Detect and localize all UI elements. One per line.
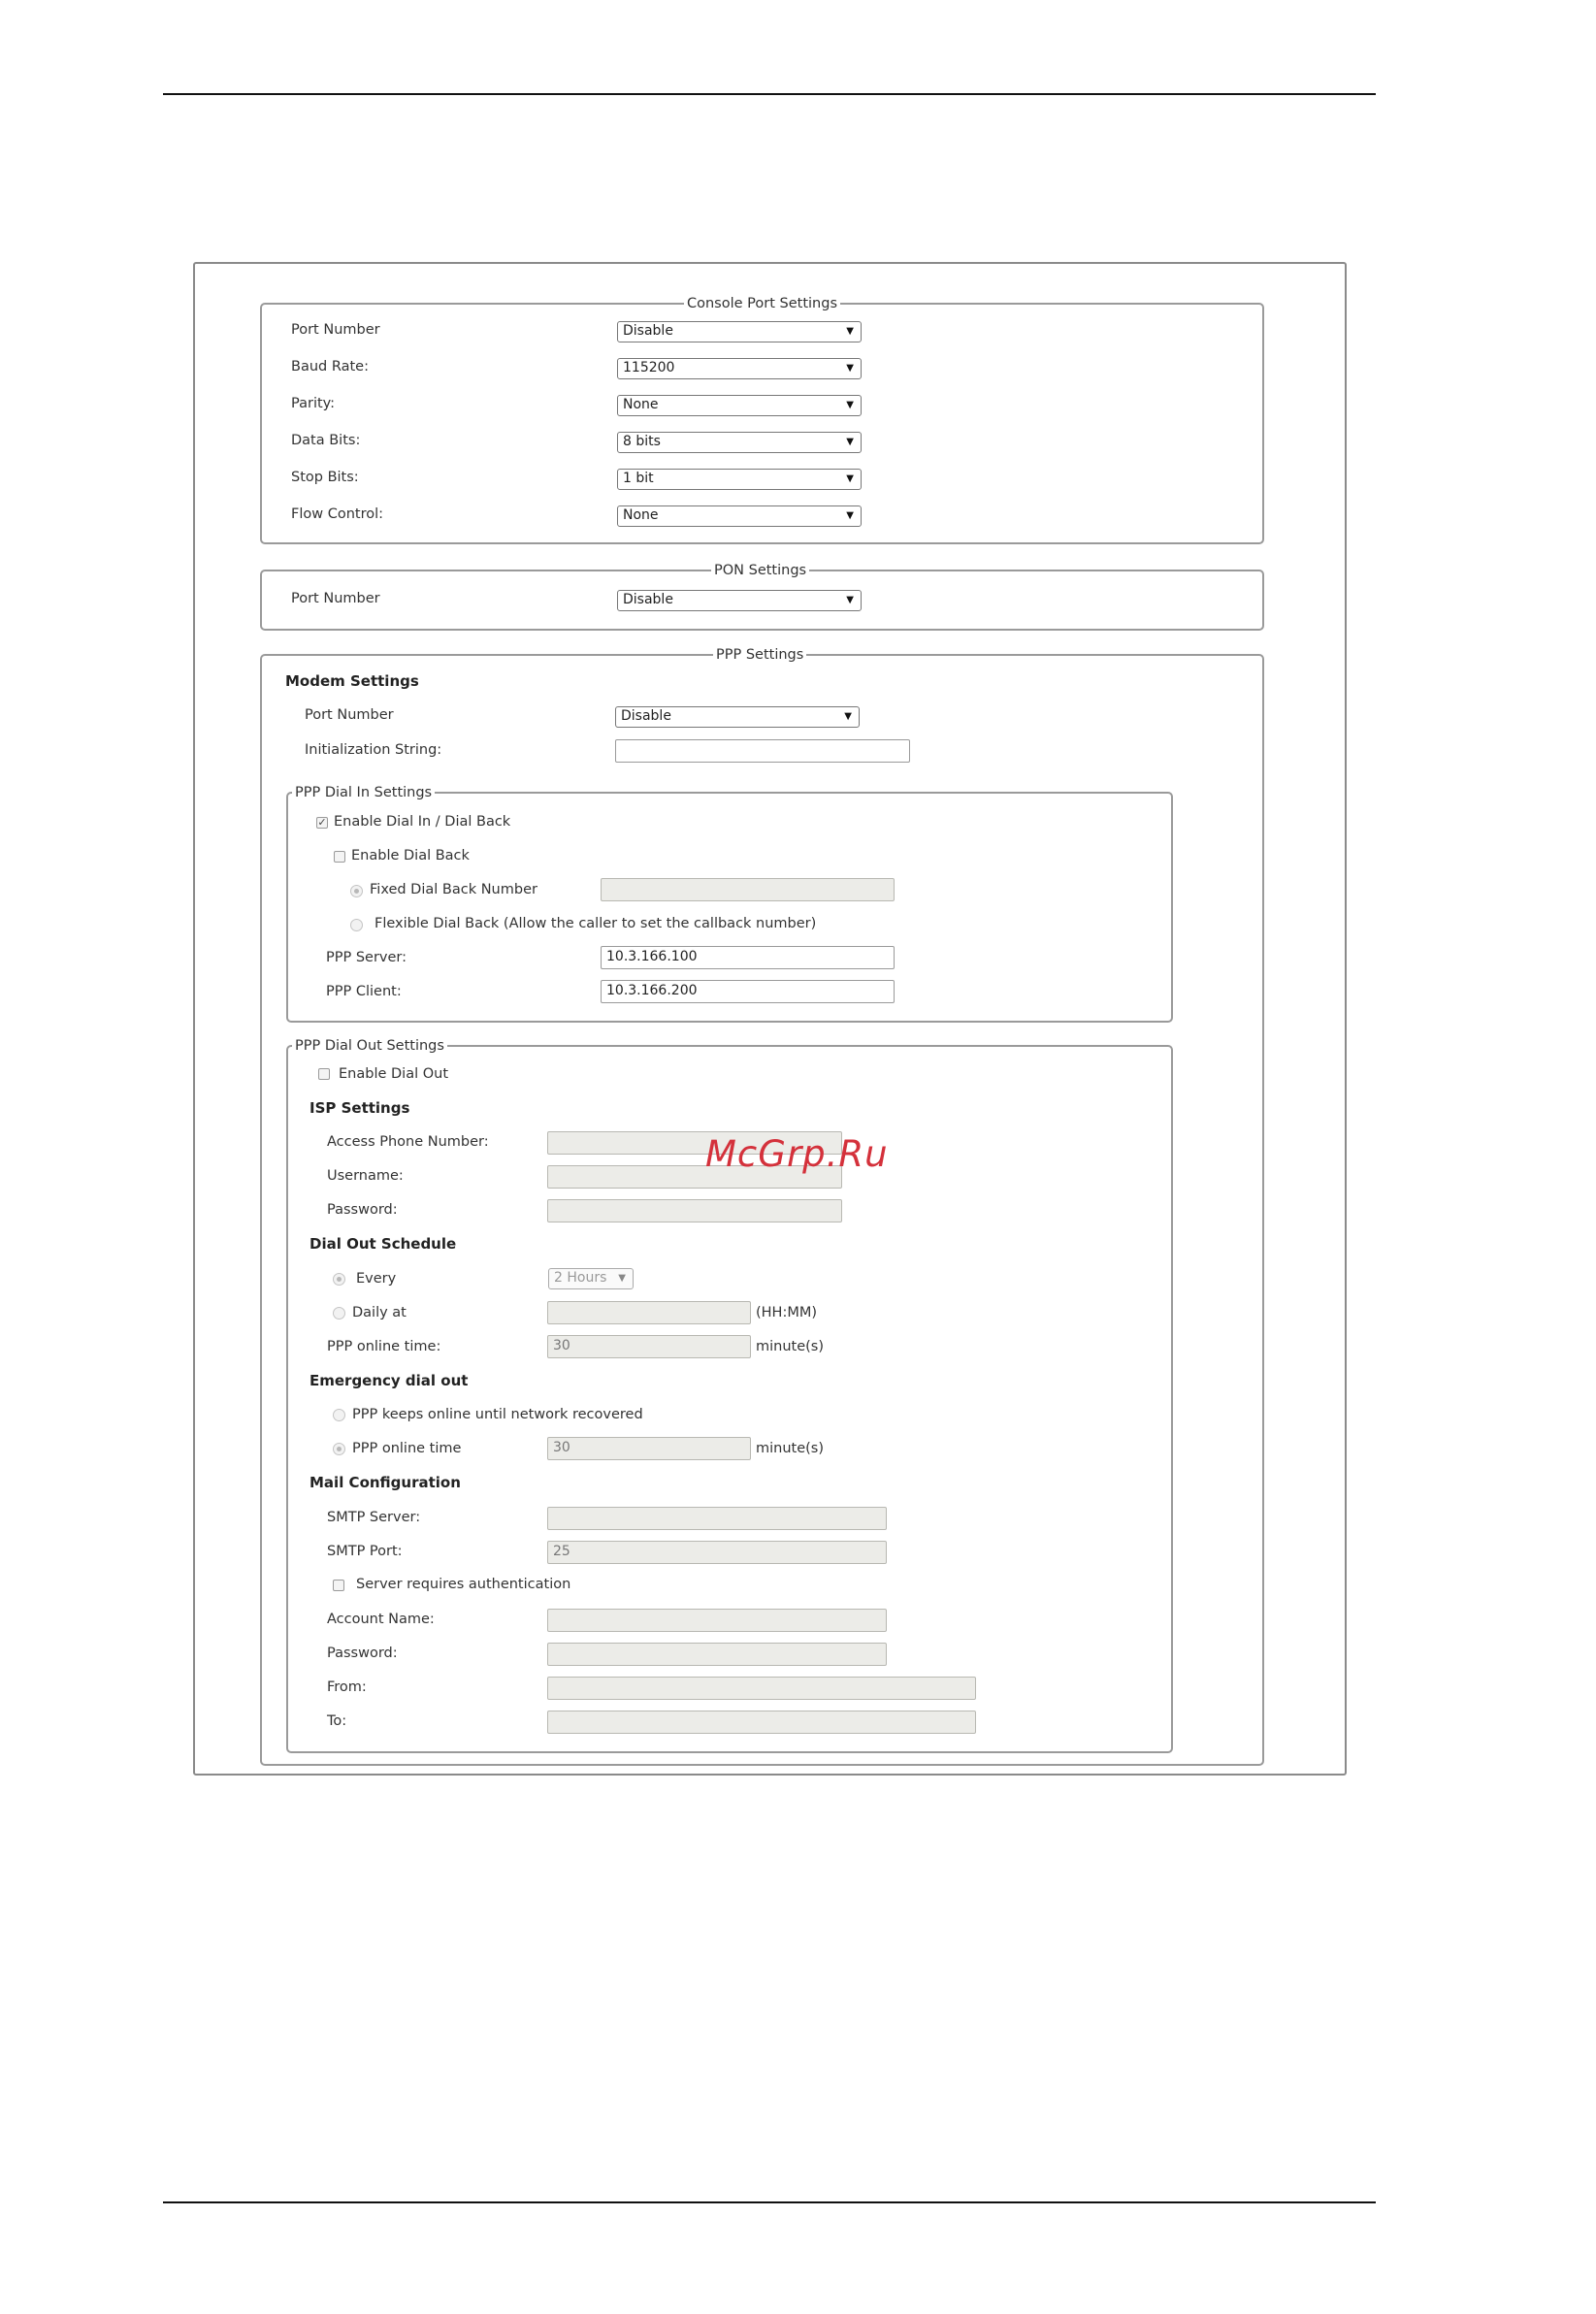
enable-dial-out-checkbox[interactable]: [318, 1068, 330, 1080]
flow-control-label: Flow Control:: [291, 506, 384, 522]
keeps-online-radio[interactable]: [333, 1409, 345, 1421]
server-auth-checkbox[interactable]: [333, 1580, 344, 1591]
initialization-string-input[interactable]: [615, 739, 910, 763]
access-phone-number-label: Access Phone Number:: [327, 1134, 489, 1150]
parity-select[interactable]: None ▼: [617, 395, 862, 416]
password-label: Password:: [327, 1202, 398, 1218]
chevron-down-icon: ▼: [844, 711, 852, 722]
flexible-dial-back-radio[interactable]: [350, 919, 363, 931]
daily-at-format-hint: (HH:MM): [756, 1305, 818, 1320]
baud-rate-select[interactable]: 115200 ▼: [617, 358, 862, 379]
every-radio[interactable]: [333, 1273, 345, 1286]
ppp-dial-in-legend: PPP Dial In Settings: [292, 783, 435, 802]
password-input[interactable]: [547, 1199, 842, 1222]
chevron-down-icon: ▼: [846, 510, 854, 521]
parity-label: Parity:: [291, 396, 336, 411]
account-name-input[interactable]: [547, 1609, 887, 1632]
enable-dial-back-label: Enable Dial Back: [351, 848, 470, 864]
chevron-down-icon: ▼: [846, 363, 854, 374]
smtp-port-input[interactable]: 25: [547, 1541, 887, 1564]
from-label: From:: [327, 1679, 367, 1695]
ppp-client-input[interactable]: 10.3.166.200: [601, 980, 895, 1003]
flexible-dial-back-label: Flexible Dial Back (Allow the caller to set the callback number): [375, 916, 817, 931]
daily-at-label: Daily at: [352, 1305, 407, 1320]
fixed-dial-back-label: Fixed Dial Back Number: [370, 882, 537, 897]
stop-bits-select[interactable]: 1 bit ▼: [617, 469, 862, 490]
account-name-label: Account Name:: [327, 1612, 435, 1627]
console-port-settings-legend: Console Port Settings: [684, 294, 840, 313]
ppp-client-label: PPP Client:: [326, 984, 402, 999]
enable-dial-in-checkbox[interactable]: ✓: [317, 816, 327, 829]
header-rule: [163, 93, 1376, 95]
mail-password-label: Password:: [327, 1646, 398, 1661]
ppp-online-time-label: PPP online time:: [327, 1339, 441, 1354]
emergency-online-time-radio[interactable]: [333, 1443, 345, 1455]
data-bits-select[interactable]: 8 bits ▼: [617, 432, 862, 453]
pon-port-number-label: Port Number: [291, 591, 380, 606]
chevron-down-icon: ▼: [846, 473, 854, 484]
keeps-online-label: PPP keeps online until network recovered: [352, 1407, 643, 1422]
chevron-down-icon: ▼: [846, 400, 854, 410]
settings-panel: [193, 262, 1347, 1776]
modem-port-number-label: Port Number: [305, 707, 394, 723]
fixed-dial-back-radio[interactable]: [350, 885, 363, 897]
console-port-number-label: Port Number: [291, 322, 380, 338]
baud-rate-label: Baud Rate:: [291, 359, 369, 375]
chevron-down-icon: ▼: [846, 437, 854, 447]
daily-at-input[interactable]: [547, 1301, 751, 1324]
emergency-online-time-input[interactable]: 30: [547, 1437, 751, 1460]
stop-bits-label: Stop Bits:: [291, 470, 359, 485]
mail-configuration-heading: Mail Configuration: [309, 1474, 461, 1491]
daily-at-radio[interactable]: [333, 1307, 345, 1320]
flow-control-select[interactable]: None ▼: [617, 505, 862, 527]
from-input[interactable]: [547, 1677, 976, 1700]
chevron-down-icon: ▼: [618, 1273, 626, 1284]
initialization-string-label: Initialization String:: [305, 742, 442, 758]
emergency-online-time-unit: minute(s): [756, 1441, 825, 1456]
footer-rule: [163, 2201, 1376, 2203]
data-bits-label: Data Bits:: [291, 433, 361, 448]
emergency-online-time-label: PPP online time: [352, 1441, 462, 1456]
dial-out-schedule-heading: Dial Out Schedule: [309, 1235, 457, 1253]
chevron-down-icon: ▼: [846, 595, 854, 605]
enable-dial-out-label: Enable Dial Out: [339, 1066, 449, 1082]
ppp-dial-out-legend: PPP Dial Out Settings: [292, 1036, 447, 1056]
every-interval-select[interactable]: 2 Hours ▼: [548, 1268, 634, 1289]
pon-port-number-select[interactable]: Disable ▼: [617, 590, 862, 611]
emergency-dial-out-heading: Emergency dial out: [309, 1372, 469, 1389]
pon-settings-legend: PON Settings: [711, 561, 809, 580]
ppp-server-input[interactable]: 10.3.166.100: [601, 946, 895, 969]
console-port-number-select[interactable]: Disable ▼: [617, 321, 862, 342]
smtp-port-label: SMTP Port:: [327, 1544, 403, 1559]
fixed-dial-back-number-input[interactable]: [601, 878, 895, 901]
modem-port-number-select[interactable]: Disable ▼: [615, 706, 860, 728]
chevron-down-icon: ▼: [846, 326, 854, 337]
every-label: Every: [356, 1271, 397, 1287]
mail-password-input[interactable]: [547, 1643, 887, 1666]
server-auth-label: Server requires authentication: [356, 1577, 571, 1592]
to-input[interactable]: [547, 1711, 976, 1734]
to-label: To:: [327, 1713, 347, 1729]
modem-settings-heading: Modem Settings: [285, 672, 419, 690]
enable-dial-in-label: Enable Dial In / Dial Back: [334, 814, 511, 830]
ppp-server-label: PPP Server:: [326, 950, 407, 965]
watermark: McGrp.Ru: [705, 1133, 889, 1175]
ppp-settings-legend: PPP Settings: [713, 645, 806, 665]
smtp-server-input[interactable]: [547, 1507, 887, 1530]
smtp-server-label: SMTP Server:: [327, 1510, 421, 1525]
username-label: Username:: [327, 1168, 404, 1184]
ppp-online-time-input[interactable]: 30: [547, 1335, 751, 1358]
isp-settings-heading: ISP Settings: [309, 1099, 410, 1117]
ppp-online-time-unit: minute(s): [756, 1339, 825, 1354]
enable-dial-back-checkbox[interactable]: [334, 851, 345, 863]
